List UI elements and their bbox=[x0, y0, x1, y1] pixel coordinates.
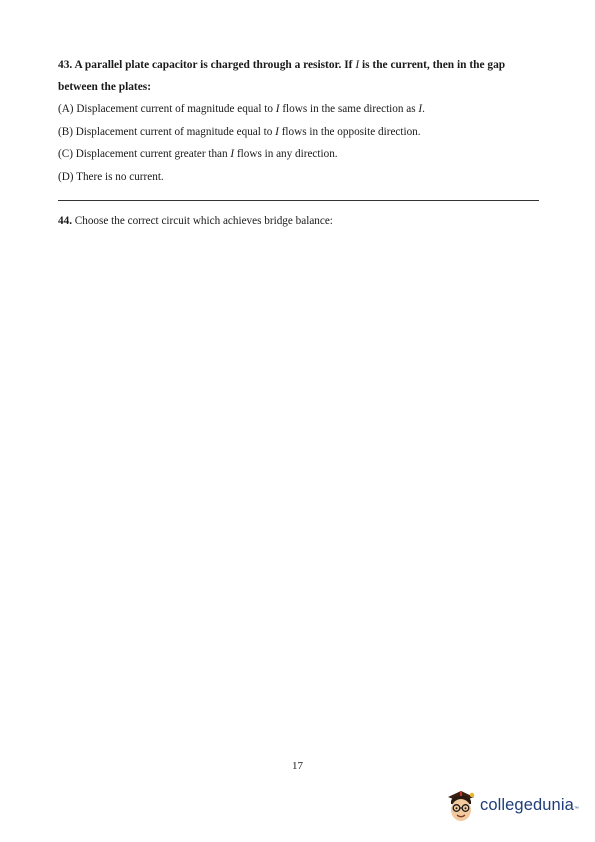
option-b bbox=[58, 121, 538, 144]
question-text-cont: is the current, then in the gap between the plates: bbox=[58, 59, 506, 93]
current-variable: I bbox=[230, 148, 235, 160]
current-variable: I bbox=[275, 125, 279, 138]
current-variable: I bbox=[355, 59, 360, 71]
section-divider bbox=[58, 200, 539, 201]
option-text: flows in any direction. bbox=[234, 148, 338, 160]
trademark-mark: ™ bbox=[573, 806, 579, 812]
option-text: (A) Displacement current of magnitude equal to bbox=[58, 103, 276, 115]
option-c bbox=[58, 143, 538, 166]
option-text: flows in the same direction as bbox=[279, 103, 419, 115]
collegedunia-logo bbox=[444, 785, 579, 825]
option-text: (B) Displacement current of magnitude equal to bbox=[58, 125, 276, 138]
question-number: 43. bbox=[58, 59, 73, 71]
current-variable: I bbox=[418, 103, 423, 115]
question-43-title bbox=[58, 54, 538, 98]
page-number: 17 bbox=[292, 760, 303, 772]
option-text: . bbox=[422, 103, 425, 115]
option-text: flows in the opposite direction. bbox=[278, 125, 421, 138]
question-text: A parallel plate capacitor is charged through a resistor. If bbox=[72, 59, 356, 71]
question-number: 44. bbox=[58, 215, 72, 227]
option-a bbox=[58, 98, 538, 121]
question-44 bbox=[58, 211, 538, 231]
question-text: Choose the correct circuit which achieves bridge balance: bbox=[71, 215, 333, 227]
question-43 bbox=[58, 54, 538, 188]
current-variable: I bbox=[275, 103, 280, 115]
option-text: (D) There is no current. bbox=[58, 170, 164, 183]
option-d bbox=[58, 166, 538, 189]
brand-name: collegedunia bbox=[480, 795, 574, 814]
option-text: (C) Displacement current greater than bbox=[58, 148, 231, 160]
student-mascot-icon bbox=[444, 786, 478, 824]
